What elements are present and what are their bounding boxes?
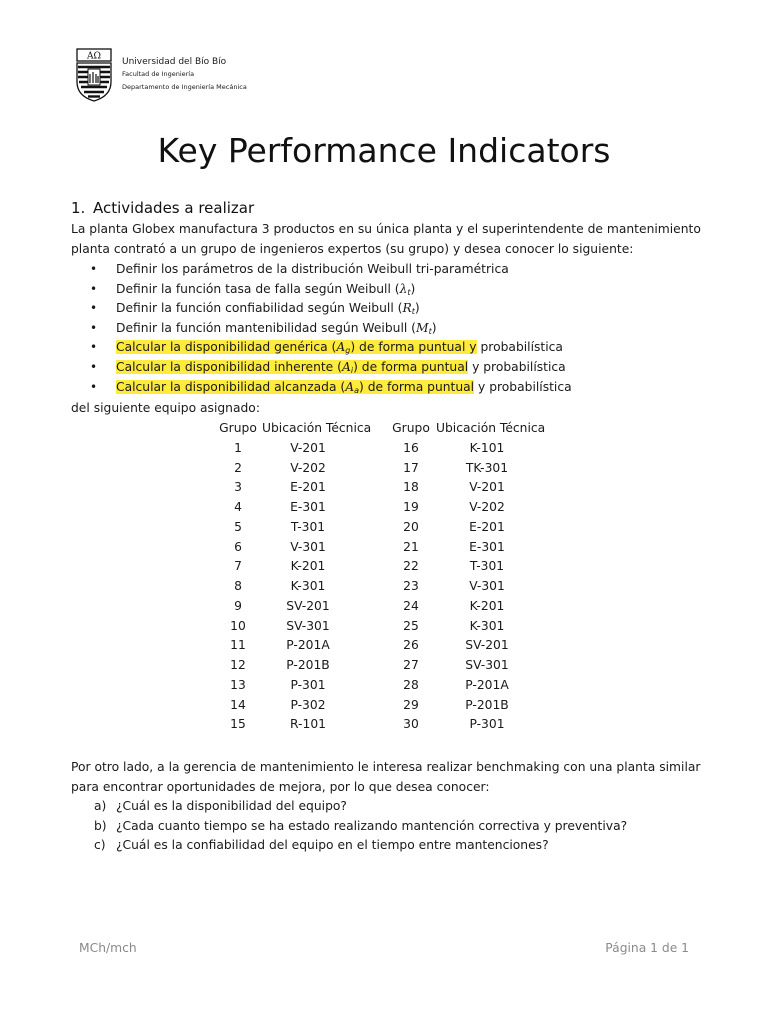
group-number: 17 (403, 460, 419, 475)
question-text: ¿Cada cuanto tiempo se ha estado realizando mantención correctiva y preventiva? (116, 818, 628, 833)
bullet-marker: • (90, 340, 98, 355)
technical-location: V-301 (469, 579, 505, 593)
technical-location: K-201 (469, 598, 505, 613)
question-text: ¿Cuál es la confiabilidad del equipo en el tiempo entre mantenciones? (116, 838, 549, 853)
technical-location: P-301 (290, 677, 326, 692)
equipment-table (0, 418, 768, 734)
svg-text:AΩ: AΩ (87, 51, 101, 62)
equipment-header-row (0, 418, 768, 438)
math-symbol: M (415, 320, 429, 335)
question-list (0, 797, 768, 856)
technical-location: SV-301 (286, 618, 330, 633)
group-number: 15 (230, 717, 246, 732)
activity-text-end: y probabilística (474, 379, 572, 394)
technical-location: P-302 (290, 697, 326, 712)
highlighted-text (116, 360, 468, 374)
equipment-row (0, 458, 768, 478)
group-number: 14 (230, 697, 246, 712)
institution-name: Universidad del Bío Bío (122, 57, 227, 67)
equipment-row (0, 438, 768, 458)
technical-location: E-201 (469, 519, 505, 534)
math-symbol: A (341, 359, 351, 374)
department-name: Departamento de Ingeniería Mecánica (122, 83, 247, 91)
technical-location: SV-201 (286, 598, 330, 613)
group-number: 16 (403, 440, 419, 455)
math-symbol: A (336, 340, 346, 355)
technical-location: P-301 (469, 717, 505, 732)
activity-item (0, 358, 768, 378)
math-subscript: i (350, 365, 354, 375)
group-number: 19 (403, 500, 419, 514)
activity-item (0, 319, 768, 339)
equipment-row (0, 556, 768, 576)
activity-text: Calcular la disponibilidad inherente ( (116, 359, 342, 374)
equipment-row (0, 616, 768, 636)
equipment-row (0, 477, 768, 497)
activity-text-end: probabilística (476, 340, 563, 355)
technical-location: P-201A (286, 638, 330, 653)
technical-location: K-301 (469, 618, 505, 633)
activity-text-end: ) (410, 281, 416, 296)
group-number: 9 (234, 598, 242, 613)
page-number: Página 1 de 1 (605, 941, 689, 955)
bullet-marker: • (90, 320, 98, 335)
group-number: 11 (230, 638, 246, 653)
math-symbol: A (345, 379, 355, 394)
group-number: 3 (234, 480, 242, 495)
column-header-location: Ubicación Técnica (262, 421, 372, 435)
group-number: 29 (403, 697, 419, 712)
activity-text-end: ) (414, 301, 420, 316)
university-crest-logo (76, 48, 112, 102)
technical-location: TK-301 (465, 460, 509, 475)
group-number: 12 (230, 658, 246, 672)
column-header-group: Grupo (392, 421, 430, 435)
activity-text: Calcular la disponibilidad alcanzada ( (116, 379, 346, 394)
technical-location: K-101 (469, 440, 505, 455)
group-number: 7 (234, 559, 242, 574)
technical-location: T-301 (469, 559, 505, 574)
question-label: b) (94, 818, 107, 833)
group-number: 8 (234, 579, 242, 593)
math-subscript: t (411, 307, 415, 317)
math-subscript: t (407, 287, 411, 297)
group-number: 22 (403, 559, 419, 574)
technical-location: R-101 (290, 717, 326, 732)
section-heading-text: Actividades a realizar (93, 199, 255, 217)
group-number: 18 (403, 480, 419, 495)
activity-text-mid: ) de forma puntual y (350, 340, 477, 355)
section-number: 1. (71, 199, 86, 217)
technical-location: V-201 (469, 480, 505, 495)
activity-text: Calcular la disponibilidad genérica ( (116, 340, 337, 355)
technical-location: SV-201 (465, 638, 509, 653)
group-number: 25 (403, 618, 419, 633)
group-number: 10 (230, 618, 246, 633)
math-subscript: a (354, 385, 360, 395)
technical-location: P-201B (286, 658, 330, 672)
activity-text-end: ) (431, 320, 437, 335)
technical-location: V-202 (290, 460, 326, 475)
equipment-row (0, 537, 768, 557)
equipment-row (0, 655, 768, 675)
technical-location: P-201A (465, 677, 509, 692)
technical-location: P-201B (465, 697, 509, 712)
equipment-row (0, 635, 768, 655)
technical-location: E-301 (469, 539, 505, 554)
bullet-marker: • (90, 262, 98, 276)
equipment-row (0, 714, 768, 734)
benchmark-paragraph: Por otro lado, a la gerencia de mantenimiento le interesa realizar benchmaking con una planta similar para encontrar oportunidades de mejora, por lo que desea conocer: (71, 760, 701, 794)
question-label: a) (94, 799, 107, 813)
group-number: 26 (403, 638, 419, 653)
group-number: 27 (403, 658, 419, 672)
activity-text-mid: ) de forma puntual (359, 379, 475, 394)
bullet-marker: • (90, 301, 98, 316)
group-number: 30 (403, 717, 419, 732)
technical-location: SV-301 (465, 658, 509, 672)
section-heading (71, 196, 254, 220)
equipment-row (0, 596, 768, 616)
math-symbol: R (402, 301, 412, 316)
technical-location: V-201 (290, 440, 326, 455)
group-number: 13 (230, 677, 246, 692)
group-number: 21 (403, 539, 419, 554)
faculty-name: Facultad de Ingeniería (122, 70, 195, 78)
group-number: 28 (403, 677, 419, 692)
group-number: 1 (234, 440, 242, 455)
technical-location: V-301 (290, 539, 326, 554)
question-item (0, 836, 768, 856)
bullet-marker: • (90, 281, 98, 296)
activity-item (0, 338, 768, 358)
equipment-row (0, 497, 768, 517)
activity-item (0, 378, 768, 398)
math-subscript: g (345, 346, 351, 356)
group-number: 2 (234, 460, 242, 475)
question-label: c) (94, 838, 106, 853)
technical-location: E-201 (290, 480, 326, 495)
technical-location: V-202 (469, 500, 505, 514)
activity-item (0, 280, 768, 300)
equipment-intro: del siguiente equipo asignado: (71, 401, 260, 415)
group-number: 23 (403, 579, 419, 593)
bullet-marker: • (90, 359, 98, 374)
group-number: 24 (403, 598, 419, 613)
question-item (0, 797, 768, 817)
highlighted-text (116, 380, 474, 394)
group-number: 4 (234, 500, 242, 514)
footer-initials: MCh/mch (79, 941, 137, 955)
activity-text: Definir la función tasa de falla según Weibull ( (116, 281, 400, 296)
document-title: Key Performance Indicators (157, 131, 611, 170)
question-item (0, 817, 768, 837)
activity-text: Definir los parámetros de la distribución Weibull tri-paramétrica (116, 262, 509, 276)
activity-text-mid: ) de forma puntual (353, 359, 469, 374)
technical-location: K-201 (290, 559, 326, 574)
equipment-row (0, 675, 768, 695)
technical-location: E-301 (290, 500, 326, 514)
math-subscript: t (428, 326, 432, 336)
activity-text: Definir la función confiabilidad según Weibull ( (116, 301, 403, 316)
bullet-marker: • (90, 379, 98, 394)
group-number: 20 (403, 519, 419, 534)
activity-item (0, 260, 768, 280)
equipment-row (0, 695, 768, 715)
highlighted-text (116, 340, 477, 354)
technical-location: K-301 (290, 579, 326, 593)
intro-paragraph: La planta Globex manufactura 3 productos en su única planta y el superintendente de mantenimiento planta contrató a un grupo de ingenieros expertos (su grupo) y desea conocer lo siguiente: (71, 222, 701, 256)
activity-list (0, 260, 768, 397)
column-header-group: Grupo (219, 421, 257, 435)
group-number: 5 (234, 519, 242, 534)
technical-location: T-301 (290, 519, 326, 534)
equipment-row (0, 517, 768, 537)
equipment-row (0, 576, 768, 596)
column-header-location: Ubicación Técnica (436, 421, 546, 435)
activity-text: Definir la función mantenibilidad según Weibull ( (116, 320, 416, 335)
math-symbol: λ (399, 281, 408, 296)
activity-text-end: y probabilística (468, 359, 566, 374)
group-number: 6 (234, 539, 242, 554)
question-text: ¿Cuál es la disponibilidad del equipo? (116, 799, 347, 813)
activity-item (0, 299, 768, 319)
